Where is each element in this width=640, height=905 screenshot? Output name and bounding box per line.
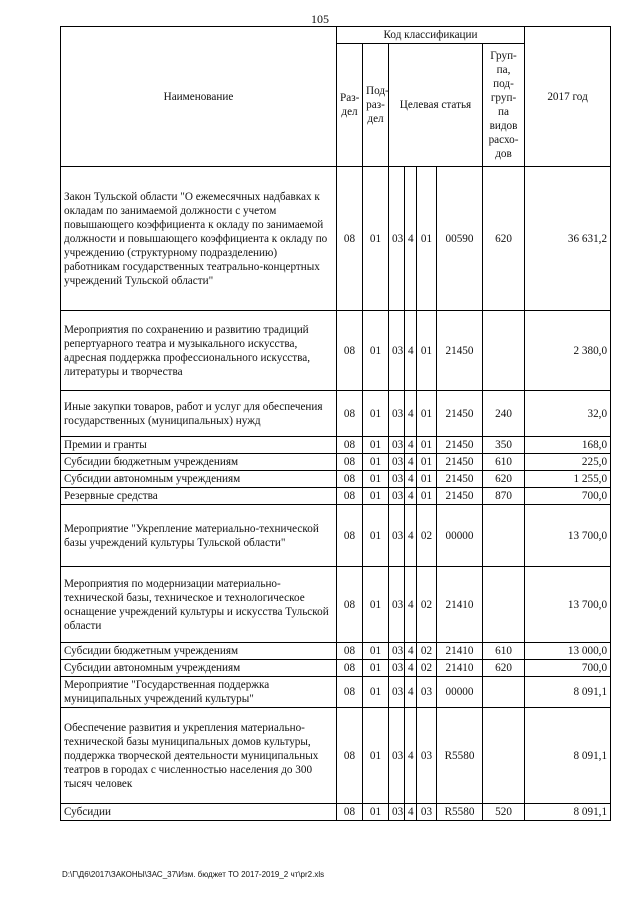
row-expense-type	[483, 567, 525, 643]
row-name: Мероприятие "Укрепление материально-технической базы учреждений культуры Тульской области"	[61, 505, 337, 567]
row-target-type: 4	[405, 167, 417, 311]
row-target-subprogram: 03	[417, 708, 437, 804]
row-target-subprogram: 01	[417, 311, 437, 391]
row-target-direction: 21450	[437, 311, 483, 391]
row-target-type: 4	[405, 471, 417, 488]
row-target-subprogram: 03	[417, 804, 437, 821]
row-target-type: 4	[405, 391, 417, 437]
row-section: 08	[337, 167, 363, 311]
table-row	[61, 708, 611, 804]
table-row	[61, 567, 611, 643]
row-section: 08	[337, 311, 363, 391]
row-expense-type: 350	[483, 437, 525, 454]
row-expense-type: 610	[483, 643, 525, 660]
row-name: Иные закупки товаров, работ и услуг для обеспечения государственных (муниципальных) нужд	[61, 391, 337, 437]
table-row	[61, 471, 611, 488]
row-subsection: 01	[363, 437, 389, 454]
row-name: Премии и гранты	[61, 437, 337, 454]
row-name: Резервные средства	[61, 488, 337, 505]
row-subsection: 01	[363, 167, 389, 311]
table-row	[61, 311, 611, 391]
row-subsection: 01	[363, 804, 389, 821]
row-amount: 2 380,0	[525, 311, 611, 391]
table-row	[61, 437, 611, 454]
row-target-program: 03	[389, 804, 405, 821]
row-amount: 32,0	[525, 391, 611, 437]
row-amount: 1 255,0	[525, 471, 611, 488]
row-expense-type	[483, 708, 525, 804]
row-subsection: 01	[363, 660, 389, 677]
table-row	[61, 804, 611, 821]
row-section: 08	[337, 804, 363, 821]
row-target-program: 03	[389, 471, 405, 488]
row-name: Мероприятие "Государственная поддержка муниципальных учреждений культуры"	[61, 677, 337, 708]
row-target-type: 4	[405, 505, 417, 567]
row-section: 08	[337, 643, 363, 660]
row-target-program: 03	[389, 454, 405, 471]
row-amount: 13 000,0	[525, 643, 611, 660]
header-year: 2017 год	[525, 27, 611, 167]
row-expense-type: 240	[483, 391, 525, 437]
row-amount: 36 631,2	[525, 167, 611, 311]
table-row	[61, 454, 611, 471]
row-expense-type	[483, 505, 525, 567]
row-name: Субсидии	[61, 804, 337, 821]
row-amount: 13 700,0	[525, 567, 611, 643]
row-subsection: 01	[363, 391, 389, 437]
page-number: 105	[311, 12, 329, 26]
header-subsection: Под-раз-дел	[363, 44, 389, 167]
row-target-program: 03	[389, 505, 405, 567]
row-target-subprogram: 02	[417, 505, 437, 567]
row-section: 08	[337, 660, 363, 677]
row-target-program: 03	[389, 567, 405, 643]
row-target-direction: 00000	[437, 677, 483, 708]
row-target-subprogram: 01	[417, 437, 437, 454]
row-expense-type: 620	[483, 471, 525, 488]
table-row	[61, 643, 611, 660]
row-section: 08	[337, 391, 363, 437]
row-target-program: 03	[389, 391, 405, 437]
row-target-type: 4	[405, 454, 417, 471]
row-section: 08	[337, 567, 363, 643]
row-name: Закон Тульской области "О ежемесячных надбавках к окладам по занимаемой должности с учетом повышающего коэффициента к окладу по занимаемой должности и повышающего коэффициента к окладу по учреждению (структурному подразделению) работникам государственных театрально-концертных учреждений Тульской области"	[61, 167, 337, 311]
row-target-program: 03	[389, 708, 405, 804]
row-section: 08	[337, 437, 363, 454]
row-section: 08	[337, 471, 363, 488]
row-section: 08	[337, 488, 363, 505]
row-name: Обеспечение развития и укрепления материально-технической базы муниципальных домов культуры, поддержка творческой деятельности муниципальных театров в городах с численностью населения до 300 тысяч человек	[61, 708, 337, 804]
row-target-direction: R5580	[437, 804, 483, 821]
row-target-type: 4	[405, 488, 417, 505]
row-section: 08	[337, 505, 363, 567]
row-section: 08	[337, 454, 363, 471]
row-subsection: 01	[363, 471, 389, 488]
row-name: Субсидии автономным учреждениям	[61, 660, 337, 677]
row-subsection: 01	[363, 567, 389, 643]
row-target-direction: 00590	[437, 167, 483, 311]
row-target-type: 4	[405, 708, 417, 804]
row-target-program: 03	[389, 660, 405, 677]
row-target-type: 4	[405, 643, 417, 660]
row-subsection: 01	[363, 488, 389, 505]
row-expense-type: 610	[483, 454, 525, 471]
row-name: Мероприятия по сохранению и развитию традиций репертуарного театра и музыкального искусства, адресная поддержка профессионального искусства, литературы и творчества	[61, 311, 337, 391]
row-subsection: 01	[363, 677, 389, 708]
header-code-group: Код классификации	[337, 27, 525, 44]
row-target-direction: 21450	[437, 391, 483, 437]
row-target-subprogram: 01	[417, 471, 437, 488]
table-row	[61, 391, 611, 437]
file-path-footer: D:\Г\Д6\2017\ЗАКОНЫ\ЗАС_37\Изм. бюджет ТО 2017-2019_2 чт\pr2.xls	[62, 870, 325, 879]
row-target-type: 4	[405, 677, 417, 708]
row-target-subprogram: 02	[417, 643, 437, 660]
row-amount: 8 091,1	[525, 708, 611, 804]
row-expense-type: 870	[483, 488, 525, 505]
row-target-program: 03	[389, 488, 405, 505]
row-target-direction: 00000	[437, 505, 483, 567]
row-amount: 168,0	[525, 437, 611, 454]
row-target-type: 4	[405, 567, 417, 643]
row-expense-type: 620	[483, 660, 525, 677]
row-expense-type	[483, 311, 525, 391]
row-target-direction: 21450	[437, 437, 483, 454]
row-expense-type: 620	[483, 167, 525, 311]
header-row	[61, 27, 611, 44]
table-row	[61, 488, 611, 505]
row-target-subprogram: 02	[417, 567, 437, 643]
header-section: Раз-дел	[337, 44, 363, 167]
header-target: Целевая статья	[389, 44, 483, 167]
row-target-direction: 21410	[437, 660, 483, 677]
row-expense-type	[483, 677, 525, 708]
row-target-direction: 21450	[437, 454, 483, 471]
row-target-program: 03	[389, 677, 405, 708]
row-subsection: 01	[363, 311, 389, 391]
table-row	[61, 660, 611, 677]
row-target-program: 03	[389, 437, 405, 454]
row-target-subprogram: 01	[417, 488, 437, 505]
row-section: 08	[337, 708, 363, 804]
row-amount: 700,0	[525, 488, 611, 505]
row-subsection: 01	[363, 708, 389, 804]
row-target-direction: R5580	[437, 708, 483, 804]
row-name: Субсидии бюджетным учреждениям	[61, 454, 337, 471]
row-name: Субсидии автономным учреждениям	[61, 471, 337, 488]
row-subsection: 01	[363, 643, 389, 660]
row-target-program: 03	[389, 643, 405, 660]
row-section: 08	[337, 677, 363, 708]
row-target-program: 03	[389, 311, 405, 391]
row-target-direction: 21410	[437, 643, 483, 660]
row-amount: 8 091,1	[525, 677, 611, 708]
row-expense-type: 520	[483, 804, 525, 821]
row-amount: 225,0	[525, 454, 611, 471]
row-target-type: 4	[405, 437, 417, 454]
row-target-type: 4	[405, 804, 417, 821]
row-amount: 13 700,0	[525, 505, 611, 567]
budget-table	[60, 26, 611, 821]
row-target-type: 4	[405, 660, 417, 677]
row-target-direction: 21410	[437, 567, 483, 643]
row-target-subprogram: 02	[417, 660, 437, 677]
row-target-subprogram: 01	[417, 391, 437, 437]
row-subsection: 01	[363, 454, 389, 471]
row-target-direction: 21450	[437, 488, 483, 505]
table-row	[61, 677, 611, 708]
row-target-program: 03	[389, 167, 405, 311]
header-expense-type: Груп-па, под-груп-па видов расхо-дов	[483, 44, 525, 167]
row-target-direction: 21450	[437, 471, 483, 488]
table-row	[61, 167, 611, 311]
row-target-subprogram: 01	[417, 454, 437, 471]
row-target-subprogram: 03	[417, 677, 437, 708]
row-name: Мероприятия по модернизации материально-технической базы, техническое и технологическое оснащение учреждений культуры и искусства Тульской области	[61, 567, 337, 643]
row-target-type: 4	[405, 311, 417, 391]
row-subsection: 01	[363, 505, 389, 567]
table-row	[61, 505, 611, 567]
row-amount: 8 091,1	[525, 804, 611, 821]
row-amount: 700,0	[525, 660, 611, 677]
row-name: Субсидии бюджетным учреждениям	[61, 643, 337, 660]
header-name: Наименование	[61, 27, 337, 167]
row-target-subprogram: 01	[417, 167, 437, 311]
